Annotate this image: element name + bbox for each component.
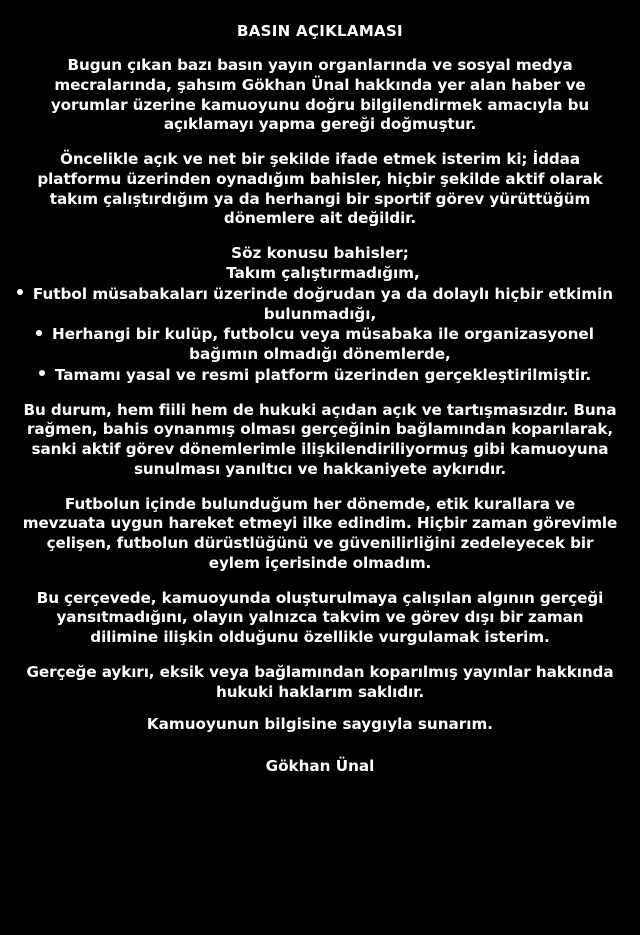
list-item-label: Tamamı yasal ve resmi platform üzerinden gerçekleştirilmiştir. — [54, 365, 592, 384]
list-item — [22, 366, 618, 386]
paragraph-clarification: Öncelikle açık ve net bir şekilde ifade etmek isterim ki; İddaa platformu üzerinden oynadığım bahisler, hiçbir şekilde aktif olarak takım çalıştırdığım ya da herhangi bir sportif görev yürüttüğüm dönemlere ait değildir. — [37, 150, 603, 228]
list-item — [22, 325, 618, 365]
list-item-label: Herhangi bir kulüp, futbolcu veya müsabaka ile organizasyonel bağımın olmadığı dönemlerde, — [52, 325, 594, 363]
list-item — [22, 264, 618, 284]
paragraph-ethics: Futbolun içinde bulunduğum her dönemde, etik kurallara ve mevzuata uygun hareket etmeyi ilke edindim. Hiçbir zaman görevimle çelişen, futbolun dürüstlüğünü ve güvenilirliğini zedeleyecek bir eylem içerisinde olmadım. — [22, 494, 618, 572]
bullet-dot-icon — [36, 330, 42, 336]
list-heading: Söz konusu bahisler; — [231, 244, 409, 262]
paragraph-perception: Bu çerçevede, kamuoyunda oluşturulmaya çalışılan algının gerçeği yansıtmadığını, olayın yalnızca takvim ve görev dışı bir zaman dilimine ilişkin olduğunu özellikle vurgulamak isterim. — [36, 588, 604, 646]
list-item-label: Takım çalıştırmadığım, — [226, 264, 420, 282]
bullet-list — [22, 264, 618, 387]
bullet-dot-icon — [39, 370, 45, 376]
paragraph-intro: Bugun çıkan bazı basın yayın organlarında ve sosyal medya mecralarında, şahsım Gökhan Ünal hakkında yer alan haber ve yorumlar üzerine kamuoyunu doğru bilgilendirmek amacıyla bu açıklamayı yapma gereği doğmuştur. — [50, 56, 590, 134]
bullet-dot-icon — [17, 289, 23, 295]
paragraph-legal-rights: Gerçeğe aykırı, eksik veya bağlamından koparılmış yayınlar hakkında hukuki haklarım saklıdır. — [26, 662, 614, 701]
list-item-label: Futbol müsabakaları üzerinde doğrudan ya da dolaylı hiçbir etkimin bulunmadığı, — [32, 284, 614, 323]
signature: Gökhan Ünal — [265, 757, 375, 776]
paragraph-context: Bu durum, hem fiili hem de hukuki açıdan açık ve tartışmasızdır. Buna rağmen, bahis oynanmış olması gerçeğinin bağlamından koparılarak, sanki aktif görev dönemlerimle ilişkilendiriliyormuş gibi kamuoyuna sunulması yanıltıcı ve hakkaniyete aykırıdır. — [23, 400, 617, 478]
list-item — [22, 285, 618, 325]
page-title: BASIN AÇIKLAMASI — [237, 22, 403, 40]
closing-line: Kamuoyunun bilgisine saygıyla sunarım. — [146, 715, 494, 734]
